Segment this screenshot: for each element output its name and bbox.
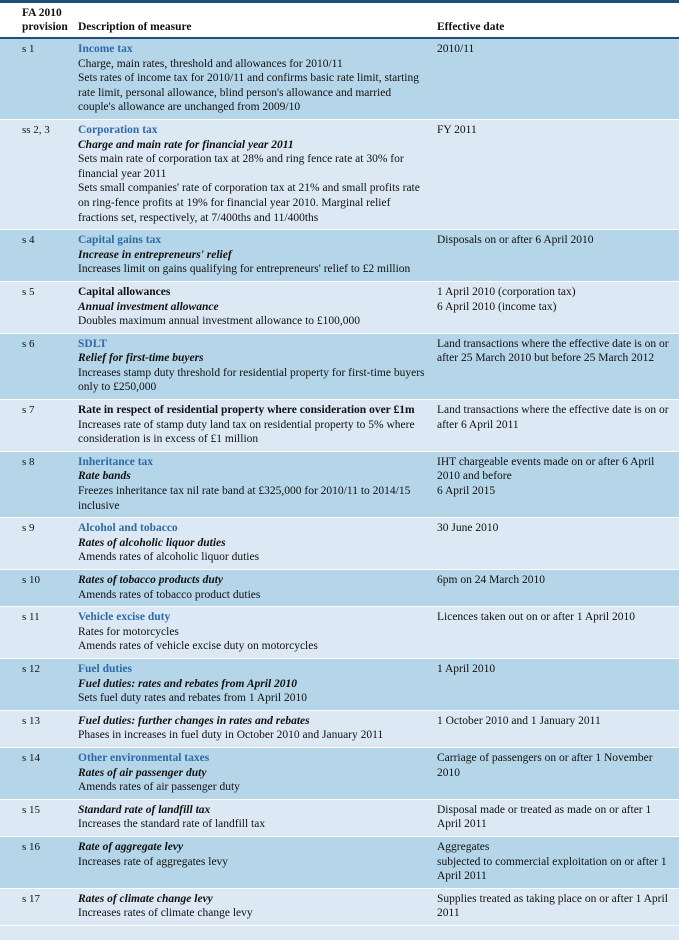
row-subtitle: Rates for motorcycles: [78, 625, 179, 638]
row-description: [78, 403, 437, 447]
row-effective-date-line: Disposals on or after 6 April 2010: [437, 234, 594, 247]
table-row: [0, 282, 679, 334]
table-row: [0, 711, 679, 748]
row-effective-date-line: subjected to commercial exploitation on or after 1 April 2011: [437, 855, 667, 883]
table-row: [0, 659, 679, 711]
row-subtitle: Rates of climate change levy: [78, 892, 213, 905]
row-body-text: Amends rates of alcoholic liquor duties: [78, 551, 260, 564]
row-body-text: Phases in increases in fuel duty in October 2010 and January 2011: [78, 729, 384, 742]
header-effective-date-column: Effective date: [437, 20, 505, 33]
row-provision: s 10: [22, 574, 41, 586]
row-provision: s 7: [22, 404, 35, 417]
row-subtitle: Charge, main rates, threshold and allowances for 2010/11: [78, 57, 343, 70]
row-category-title: Other environmental taxes: [78, 751, 210, 764]
row-effective-date: [437, 714, 679, 729]
row-effective-date: [437, 42, 679, 57]
row-effective-date-line: IHT chargeable events made on or after 6 April 2010 and before: [437, 455, 655, 483]
row-provision: s 5: [22, 285, 35, 298]
table-row: [0, 748, 679, 800]
row-body-text: Increases limit on gains qualifying for entrepreneurs' relief to £2 million: [78, 263, 411, 276]
row-description: [78, 803, 437, 832]
table-header-row: [0, 3, 679, 37]
row-effective-date-line: Land transactions where the effective date is on or after 25 March 2010 but before 25 March 2012: [437, 337, 669, 365]
row-provision: s 6: [22, 337, 35, 350]
row-description: [78, 840, 437, 869]
row-category-title: Capital allowances: [78, 285, 171, 298]
row-body-text: Amends rates of tobacco product duties: [78, 588, 261, 601]
row-subtitle: Annual investment allowance: [78, 300, 219, 313]
row-effective-date-line: Carriage of passengers on or after 1 November 2010: [437, 751, 653, 779]
row-effective-date: [437, 403, 679, 432]
row-category-title: Inheritance tax: [78, 455, 154, 468]
row-effective-date-line: 6 April 2015: [437, 485, 496, 498]
row-description: [78, 714, 437, 743]
row-effective-date-line: Supplies treated as taking place on or after 1 April 2011: [437, 892, 668, 920]
row-provision: ss 2, 3: [22, 123, 50, 136]
row-effective-date: [437, 892, 679, 921]
table-row: [0, 837, 679, 889]
row-subtitle: Rates of alcoholic liquor duties: [78, 536, 226, 549]
row-description: [78, 42, 437, 115]
row-description: [78, 751, 437, 795]
row-effective-date-line: Land transactions where the effective date is on or after 6 April 2011: [437, 404, 669, 431]
row-description: [78, 610, 437, 654]
table-row: [0, 230, 679, 282]
row-effective-date-line: 6pm on 24 March 2010: [437, 574, 545, 586]
row-effective-date-line: 1 April 2010 (corporation tax): [437, 285, 576, 298]
row-effective-date: [437, 573, 679, 588]
row-description: [78, 285, 437, 329]
table-row: [0, 518, 679, 570]
row-subtitle: Standard rate of landfill tax: [78, 803, 211, 816]
table-row: [0, 452, 679, 518]
row-body-text: Sets main rate of corporation tax at 28% and ring fence rate at 30% for financial year 2011: [78, 153, 404, 180]
row-category-title: SDLT: [78, 337, 107, 350]
row-description: [78, 662, 437, 706]
table-row: [0, 120, 679, 230]
row-category-title: Vehicle excise duty: [78, 611, 171, 624]
row-effective-date-line: 6 April 2010 (income tax): [437, 300, 557, 313]
row-body-text: Doubles maximum annual investment allowance to £100,000: [78, 315, 361, 328]
row-provision: s 16: [22, 840, 41, 853]
row-category-title: Fuel duties: [78, 662, 132, 675]
row-effective-date-line: 1 October 2010 and 1 January 2011: [437, 714, 601, 727]
row-provision: s 13: [22, 714, 41, 727]
table-row: [0, 334, 679, 400]
row-effective-date: [437, 455, 679, 499]
row-subtitle: Charge and main rate for financial year 2011: [78, 138, 294, 151]
row-body-text: Increases rate of aggregates levy: [78, 855, 229, 868]
row-effective-date: [437, 803, 679, 832]
table-row: [0, 570, 679, 607]
row-provision: s 4: [22, 234, 35, 247]
table-row: [0, 800, 679, 837]
row-effective-date-line: Licences taken out on or after 1 April 2010: [437, 611, 635, 624]
table-row: [0, 400, 679, 452]
row-description: [78, 233, 437, 277]
row-provision: s 12: [22, 662, 41, 675]
row-subtitle: Fuel duties: further changes in rates and rebates: [78, 714, 310, 727]
row-effective-date-line: FY 2011: [437, 123, 477, 136]
row-effective-date: [437, 233, 679, 248]
row-subtitle: Rates of tobacco products duty: [78, 574, 224, 586]
row-effective-date: [437, 521, 679, 536]
row-description: [78, 892, 437, 921]
row-subtitle: Increase in entrepreneurs' relief: [78, 248, 232, 261]
row-subtitle: Rate of aggregate levy: [78, 840, 184, 853]
row-provision: s 9: [22, 522, 35, 535]
row-body-text: Sets rates of income tax for 2010/11 and confirms basic rate limit, starting rate limit, personal allowance, blind person's allowance and married couple's allowance are unchanged from 2009/10: [78, 72, 419, 114]
row-description: [78, 337, 437, 395]
table-row: [0, 889, 679, 926]
row-effective-date: [437, 840, 679, 884]
row-body-text: Amends rates of vehicle excise duty on motorcycles: [78, 640, 318, 653]
row-provision: s 14: [22, 751, 41, 764]
header-provision-line2: provision: [22, 20, 68, 33]
row-effective-date-line: 1 April 2010: [437, 662, 496, 675]
row-effective-date: [437, 123, 679, 138]
row-body-text: Sets fuel duty rates and rebates from 1 April 2010: [78, 692, 307, 705]
row-body-text: Increases rates of climate change levy: [78, 907, 253, 920]
row-provision: s 17: [22, 892, 41, 905]
row-subtitle: Fuel duties: rates and rebates from April 2010: [78, 677, 298, 690]
row-category-title: Corporation tax: [78, 123, 158, 136]
row-provision: s 11: [22, 611, 40, 624]
row-subtitle: Rate bands: [78, 470, 131, 483]
row-effective-date: [437, 610, 679, 625]
row-subtitle: Rates of air passenger duty: [78, 766, 207, 779]
table-body: [0, 39, 679, 926]
row-category-title: Capital gains tax: [78, 234, 162, 247]
row-body-text: Increases the standard rate of landfill tax: [78, 818, 266, 831]
table-row: [0, 39, 679, 120]
row-description: [78, 573, 437, 602]
row-description: [78, 123, 437, 225]
row-effective-date-line: Disposal made or treated as made on or after 1 April 2011: [437, 803, 652, 831]
row-effective-date-line: Aggregates: [437, 840, 490, 853]
row-provision: s 15: [22, 803, 41, 816]
row-category-title: Alcohol and tobacco: [78, 522, 178, 535]
row-effective-date: [437, 337, 679, 366]
row-body-text-2: Sets small companies' rate of corporation tax at 21% and small profits rate on ring-fence profits at 19% for financial year 2010. Marginal relief fractions set, respectively, at 7/400ths and 11/400ths: [78, 182, 420, 224]
row-provision: s 1: [22, 43, 35, 55]
row-body-text: Increases stamp duty threshold for residential property for first-time buyers only to £250,000: [78, 366, 425, 394]
row-description: [78, 455, 437, 513]
row-provision: s 8: [22, 455, 35, 468]
row-effective-date-line: 30 June 2010: [437, 522, 499, 535]
row-category-title: Income tax: [78, 43, 133, 55]
row-body-text: Freezes inheritance tax nil rate band at £325,000 for 2010/11 to 2014/15 inclusive: [78, 485, 411, 512]
header-provision-line1: FA 2010: [22, 7, 62, 19]
row-category-title: Rate in respect of residential property where consideration over £1m: [78, 404, 415, 417]
row-effective-date: [437, 751, 679, 780]
row-effective-date: [437, 285, 679, 314]
row-body-text: Amends rates of air passenger duty: [78, 781, 240, 794]
row-description: [78, 521, 437, 565]
header-provision-column: [0, 7, 78, 34]
row-effective-date: [437, 662, 679, 677]
table-bottom-pad: [0, 926, 679, 940]
row-effective-date-line: 2010/11: [437, 43, 475, 55]
table-row: [0, 607, 679, 659]
row-body-text: Increases rate of stamp duty land tax on residential property to 5% where consideration is in excess of £1 million: [78, 418, 415, 446]
header-description-column: Description of measure: [78, 20, 192, 33]
row-subtitle: Relief for first-time buyers: [78, 352, 204, 365]
